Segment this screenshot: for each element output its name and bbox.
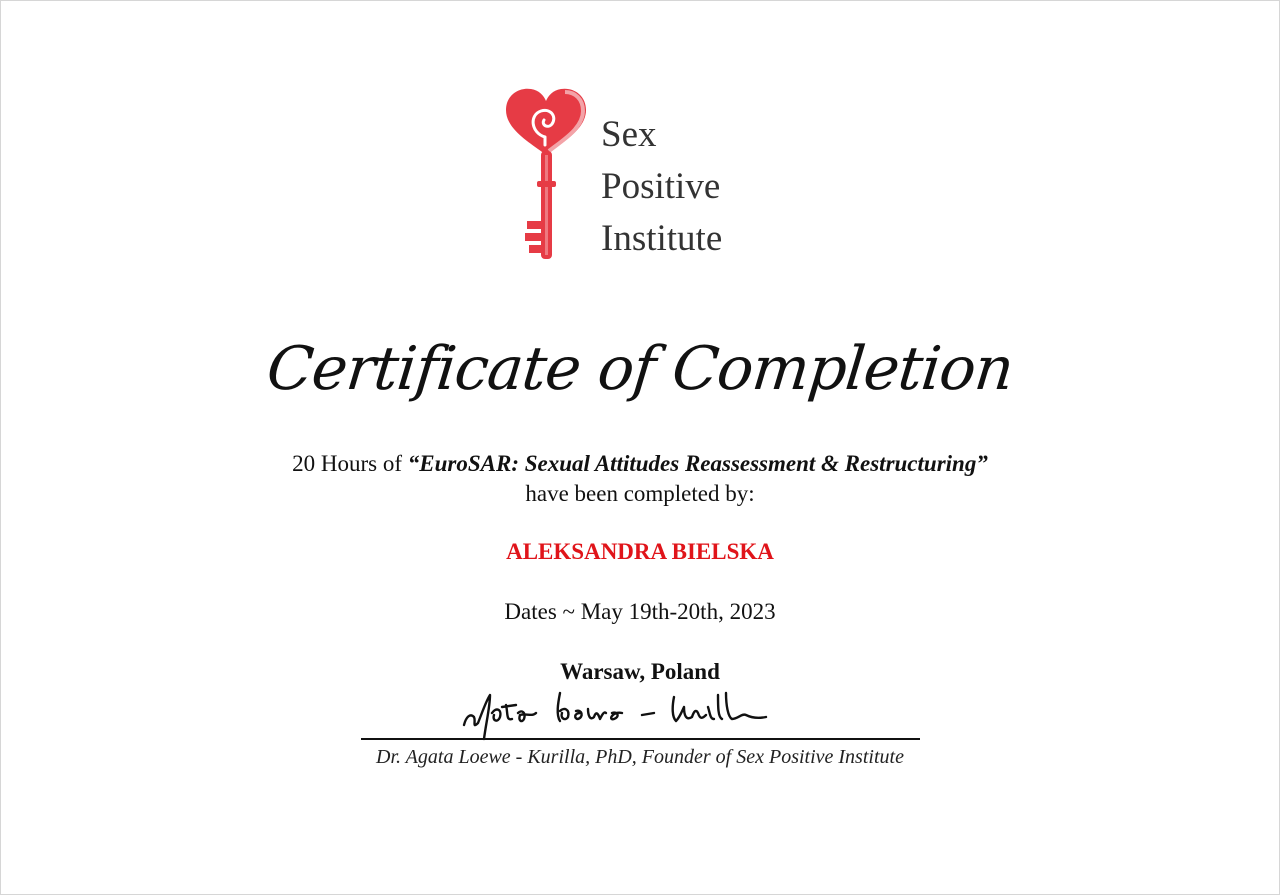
institute-logo (501, 85, 781, 265)
hours-prefix: 20 Hours of (292, 451, 408, 476)
completed-by-text: have been completed by: (525, 481, 755, 506)
course-name: “EuroSAR: Sexual Attitudes Reassessment & Restructuring” (407, 451, 988, 476)
brand-line-3: Institute (601, 218, 723, 259)
certificate-title: Certificate of Completion (263, 334, 1017, 404)
brand-line-2: Positive (601, 166, 721, 207)
course-line (1, 450, 1279, 478)
institute-name (601, 109, 722, 265)
signature-line (361, 738, 920, 740)
heart-key-icon (501, 85, 591, 265)
brand-line-1: Sex (601, 114, 657, 155)
course-location: Warsaw, Poland (560, 659, 720, 684)
signer-name: Dr. Agata Loewe - Kurilla, PhD, Founder of Sex Positive Institute (376, 746, 904, 768)
handwritten-signature (456, 683, 776, 743)
recipient-name: ALEKSANDRA BIELSKA (506, 539, 774, 564)
course-dates: Dates ~ May 19th-20th, 2023 (504, 599, 776, 624)
